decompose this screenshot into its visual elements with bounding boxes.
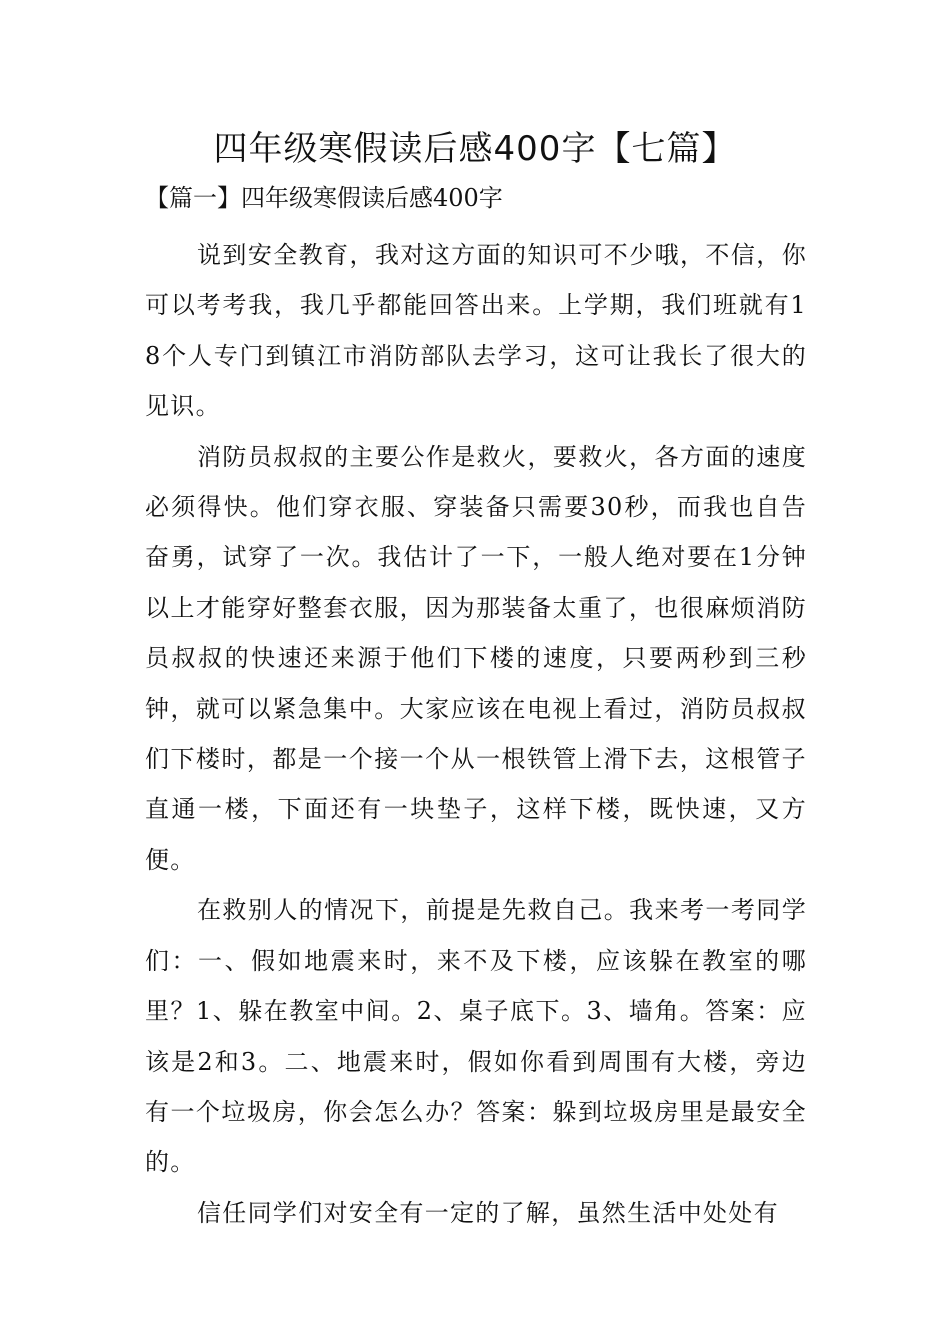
paragraph-2: 消防员叔叔的主要公作是救火，要救火，各方面的速度必须得快。他们穿衣服、穿装备只需要30秒，而我也自告奋勇，试穿了一次。我估计了一下，一般人绝对要在1分钟以上才能穿好整套衣服，因为那装备太重了，也很麻烦消防员叔叔的快速还来源于他们下楼的速度，只要两秒到三秒钟，就可以紧急集中。大家应该在电视上看过，消防员叔叔们下楼时，都是一个接一个从一根铁管上滑下去，这根管子直通一楼，下面还有一块垫子，这样下楼，既快速，又方便。: [145, 442, 807, 874]
paragraph-4: 信任同学们对安全有一定的了解，虽然生活中处处有: [197, 1198, 779, 1227]
section-heading: 【篇一】四年级寒假读后感400字: [145, 184, 503, 212]
paragraph-3: 在救别人的情况下，前提是先救自己。我来考一考同学们：一、假如地震来时，来不及下楼，应该躲在教室的哪里？1、躲在教室中间。2、桌子底下。3、墙角。答案：应该是2和3。二、地震来时，假如你看到周围有大楼，旁边有一个垃圾房，你会怎么办？答案：躲到垃圾房里是最安全的。: [145, 896, 807, 1177]
paragraph-1: 说到安全教育，我对这方面的知识可不少哦，不信，你可以考考我，我几乎都能回答出来。上学期，我们班就有18个人专门到镇江市消防部队去学习，这可让我长了很大的见识。: [145, 241, 807, 421]
document-title: 四年级寒假读后感400字【七篇】: [213, 129, 737, 169]
article-body: [145, 230, 807, 1238]
